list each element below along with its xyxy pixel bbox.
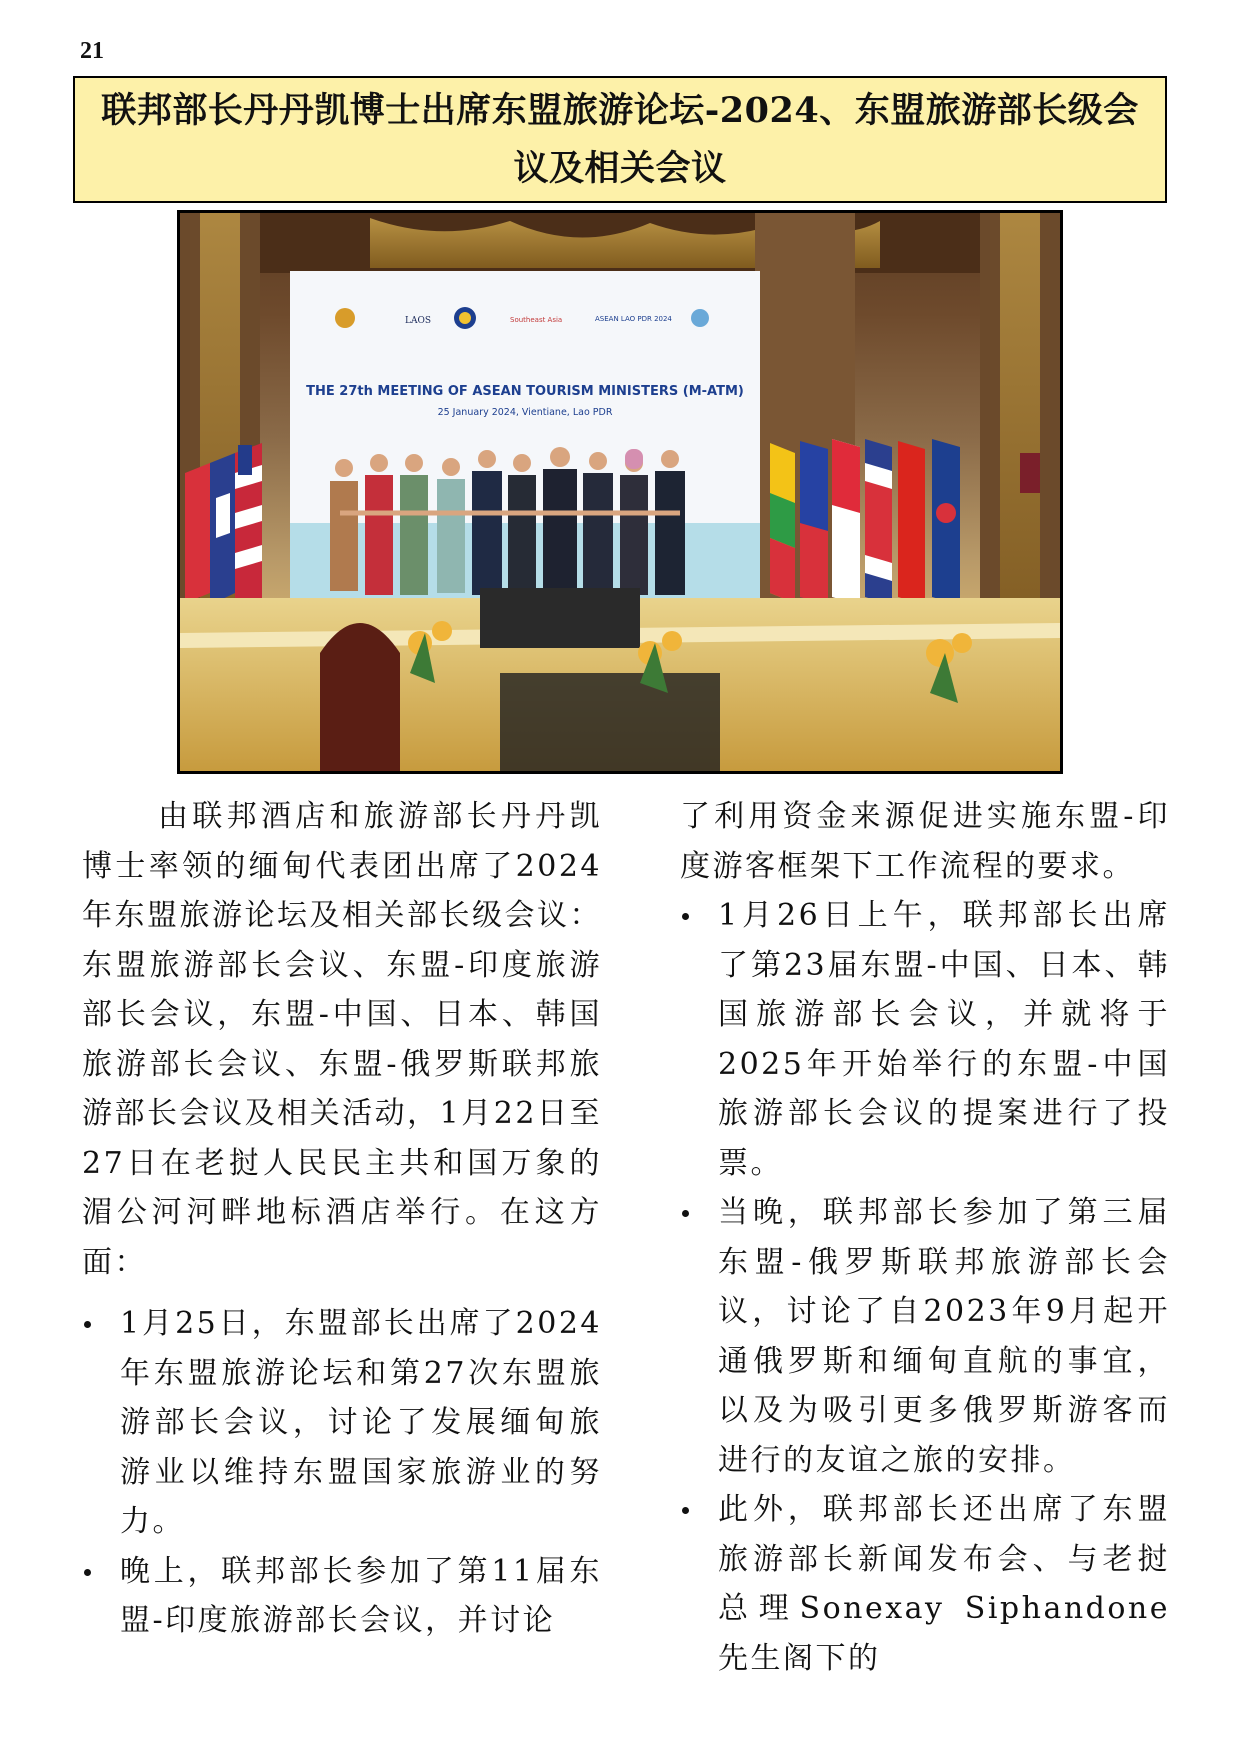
left-bullet-list bbox=[82, 1299, 602, 1646]
left-column bbox=[82, 792, 602, 1646]
list-item: 晚上，联邦部长参加了第11届东盟-印度旅游部长会议，并讨论 bbox=[82, 1547, 602, 1646]
list-item: 此外，联邦部长还出席了东盟旅游部长新闻发布会、与老挝总理Sonexay Siphandone先生阁下的 bbox=[680, 1485, 1170, 1683]
article-title-box bbox=[73, 76, 1167, 203]
meeting-photo-illustration bbox=[180, 213, 1060, 771]
banner-subtitle: 25 January 2024, Vientiane, Lao PDR bbox=[437, 407, 613, 418]
list-item: 当晚，联邦部长参加了第三届东盟-俄罗斯联邦旅游部长会议，讨论了自2023年9月起开通俄罗斯和缅甸直航的事宜，以及为吸引更多俄罗斯游客而进行的友谊之旅的安排。 bbox=[680, 1188, 1170, 1485]
intro-paragraph: 由联邦酒店和旅游部长丹丹凯博士率领的缅甸代表团出席了2024年东盟旅游论坛及相关部长级会议：东盟旅游部长会议、东盟-印度旅游部长会议，东盟-中国、日本、韩国旅游部长会议、东盟-俄罗斯联邦旅游部长会议及相关活动，1月22日至27日在老挝人民民主共和国万象的湄公河河畔地标酒店举行。在这方面： bbox=[82, 799, 602, 1280]
meeting-photo bbox=[177, 210, 1063, 774]
list-item: 1月26日上午，联邦部长出席了第23届东盟-中国、日本、韩国旅游部长会议，并就将于2025年开始举行的东盟-中国旅游部长会议的提案进行了投票。 bbox=[680, 891, 1170, 1188]
continued-paragraph: 了利用资金来源促进实施东盟-印度游客框架下工作流程的要求。 bbox=[680, 799, 1170, 884]
banner-logo-laos: LAOS bbox=[405, 316, 432, 326]
banner-logo-asean-lao: ASEAN LAO PDR 2024 bbox=[595, 315, 672, 323]
right-column bbox=[680, 792, 1170, 1683]
article-title: 联邦部长丹丹凯博士出席东盟旅游论坛-2024、东盟旅游部长级会议及相关会议 bbox=[101, 89, 1139, 189]
list-item: 1月25日，东盟部长出席了2024年东盟旅游论坛和第27次东盟旅游部长会议，讨论了发展缅甸旅游业以维持东盟国家旅游业的努力。 bbox=[82, 1299, 602, 1547]
page-number: 21 bbox=[80, 38, 104, 64]
right-bullet-list bbox=[680, 891, 1170, 1683]
banner-logo-southeast-asia: Southeast Asia bbox=[510, 316, 563, 324]
banner-title: THE 27th MEETING OF ASEAN TOURISM MINISTERS (M-ATM) bbox=[306, 384, 744, 399]
